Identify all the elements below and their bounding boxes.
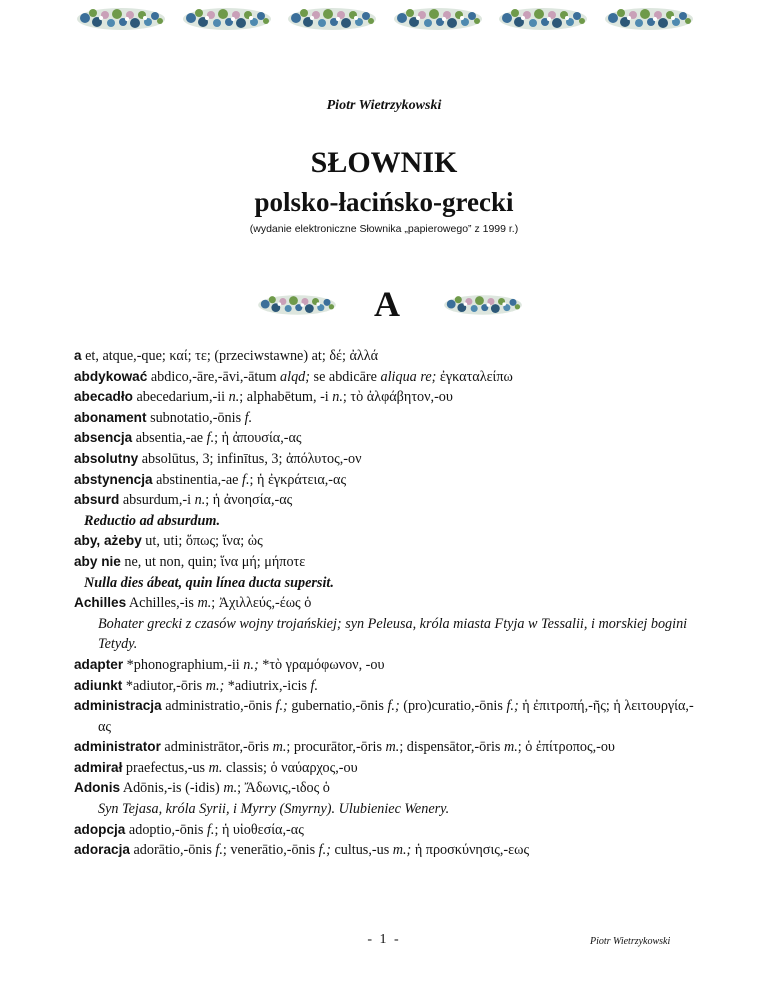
dictionary-entry — [74, 778, 694, 799]
entry-grammar: f. — [206, 430, 215, 447]
headword: admirał — [74, 759, 123, 775]
dictionary-entries — [74, 346, 694, 861]
entry-text: adorātio,-ōnis — [129, 842, 216, 859]
entry-text: *phonographium,-ii — [123, 656, 244, 673]
entry-text: ἡ ἐπιτροπή,-ῆς; ἡ λειτουργία,-ας — [98, 698, 694, 735]
entry-text: Achilles,-is — [126, 595, 198, 612]
headword: abecadło — [74, 389, 133, 405]
entry-text: ; τὸ ἀλφάβητον,-ου — [342, 389, 453, 406]
headword: a — [74, 348, 82, 363]
entry-grammar: f. — [206, 821, 215, 838]
entry-text: Adōnis,-is (-idis) — [120, 780, 224, 797]
entry-text: (pro)curatio,-ōnis — [399, 698, 507, 715]
section-header — [0, 282, 768, 332]
entry-grammar: m. — [272, 739, 287, 756]
entry-grammar: n. — [228, 389, 240, 406]
top-ornament-row — [75, 2, 695, 38]
dictionary-entry — [74, 676, 694, 697]
document-title: SŁOWNIK — [310, 146, 458, 179]
entry-text: administratio,-ōnis — [161, 698, 276, 715]
headword: administracja — [74, 698, 162, 714]
entry-text: ; Ἀχιλλεύς,-έως ὁ — [211, 595, 312, 612]
entry-text: absolūtus, 3; infinītus, 3; ἀπόλυτος,-ον — [138, 450, 362, 467]
dictionary-entry — [74, 367, 694, 388]
dictionary-entry — [74, 552, 694, 573]
entry-grammar: n. — [332, 389, 343, 406]
entry-grammar: f. — [242, 471, 250, 488]
dictionary-entry — [74, 470, 694, 491]
entry-text: ἐγκαταλείπω — [436, 368, 513, 385]
entry-text: classis; ὁ ναύαρχος,-ου — [222, 759, 358, 776]
headword: abdykować — [74, 368, 148, 384]
entry-text: absentia,-ae — [132, 430, 207, 447]
dictionary-entry — [74, 840, 694, 861]
dictionary-entry — [74, 408, 694, 429]
entry-grammar: f.; — [275, 698, 288, 715]
entry-text: ; ἡ ἀπουσία,-ας — [214, 430, 302, 447]
entry-text: ; ἡ ἐγκράτεια,-ας — [249, 471, 347, 488]
entry-text: *τὸ γραμόφωνον, -ου — [258, 656, 385, 673]
entry-text: abstinentia,-ae — [152, 471, 242, 488]
headword: adapter — [74, 656, 124, 672]
floral-ornament-icon — [181, 2, 273, 36]
floral-ornament-icon — [438, 290, 528, 320]
headword: Achilles — [74, 595, 127, 611]
entry-text: *adiutor,-ōris — [122, 677, 206, 694]
dictionary-entry — [74, 593, 694, 614]
headword: absurd — [74, 492, 120, 508]
entry-text: ; alphabētum, -i — [239, 389, 333, 406]
entry-text: ; procurātor,-ōris — [286, 739, 386, 756]
entry-text: cultus,-us — [330, 842, 393, 859]
dictionary-entry — [74, 428, 694, 449]
headword: abonament — [74, 409, 147, 425]
entry-text: se abdicāre — [310, 368, 381, 385]
floral-ornament-icon — [75, 2, 167, 36]
floral-ornament-icon — [392, 2, 484, 36]
entry-grammar: n. — [194, 492, 206, 509]
entry-text: ἡ προσκύνησις,-εως — [411, 842, 530, 859]
dictionary-entry — [74, 531, 694, 552]
entry-text: adoptio,-ōnis — [125, 821, 207, 838]
entry-text: ; ὁ ἐπίτροπος,-ου — [517, 739, 615, 756]
entry-text: ; ἡ υἱοθεσία,-ας — [214, 821, 304, 838]
entry-grammar: m. — [385, 739, 400, 756]
entry-text: ne, ut non, quin; ἵνα μή; μήποτε — [120, 553, 306, 570]
entry-grammar: m.; — [205, 677, 225, 694]
entry-grammar: f. — [244, 409, 253, 426]
entry-text: ; dispensātor,-ōris — [399, 739, 504, 756]
author-name: Piotr Wietrzykowski — [326, 98, 442, 113]
entry-grammar: f. — [310, 677, 319, 694]
floral-ornament-icon — [252, 290, 342, 320]
floral-ornament-icon — [497, 2, 589, 36]
section-letter: A — [374, 284, 400, 324]
entry-text: ; ἡ ἀνοησία,-ας — [205, 492, 293, 509]
entry-grammar: n.; — [243, 656, 259, 673]
entry-text: administrātor,-ōris — [160, 739, 273, 756]
entry-text: ; venerātio,-ōnis — [222, 842, 319, 859]
headword: adiunkt — [74, 677, 123, 693]
dictionary-entry — [74, 346, 694, 367]
entry-text: et, atque,-que; καί; τε; (przeciwstawne) at; δέ; ἀλλά — [81, 348, 379, 364]
entry-text: ; Ἄδωνις,-ιδος ὁ — [237, 780, 330, 797]
headword: absolutny — [74, 450, 139, 466]
dictionary-entry — [74, 820, 694, 841]
footer-author: Piotr Wietrzykowski — [590, 936, 671, 947]
headword: adoracja — [74, 842, 130, 858]
entry-grammar: f.; — [387, 698, 400, 715]
entry-grammar: f.; — [318, 842, 331, 859]
dictionary-entry — [74, 758, 694, 779]
entry-grammar: m. — [197, 595, 212, 612]
entry-grammar: m. — [208, 759, 223, 776]
entry-grammar: aliqua re; — [380, 368, 437, 385]
dictionary-entry — [74, 737, 694, 758]
entry-grammar: m. — [503, 739, 518, 756]
entry-note: Syn Tejasa, króla Syrii, i Myrry (Smyrny). Ulubieniec Wenery. — [98, 801, 450, 818]
floral-ornament-icon — [286, 2, 378, 36]
entry-text: *adiutrix,-icis — [224, 677, 311, 694]
headword: absencja — [74, 430, 133, 446]
entry-text: abecedarium,-ii — [132, 389, 229, 406]
dictionary-entry — [74, 449, 694, 470]
latin-quote: Nulla dies ábeat, quin línea ducta supersit. — [84, 574, 334, 591]
headword: administrator — [74, 739, 161, 755]
page-number: - 1 - — [367, 932, 401, 947]
entry-text: ut, uti; ὅπως; ἵνα; ὡς — [141, 533, 263, 550]
floral-ornament-icon — [603, 2, 695, 36]
dictionary-entry — [74, 490, 694, 511]
entry-text: abdico,-āre,-āvi,-ātum — [147, 368, 281, 385]
entry-note: Bohater grecki z czasów wojny trojańskiej; syn Peleusa, króla miasta Ftyja w Tessalii, i morskiej bogini Tetydy. — [98, 615, 688, 653]
entry-text: subnotatio,-ōnis — [146, 409, 245, 426]
entry-grammar: m. — [223, 780, 238, 797]
dictionary-entry — [74, 387, 694, 408]
headword: abstynencja — [74, 471, 153, 487]
headword: aby, ażeby — [74, 533, 142, 549]
latin-quote: Reductio ad absurdum. — [84, 512, 220, 529]
entry-grammar: f.; — [506, 698, 519, 715]
document-subtitle: polsko-łacińsko-grecki — [254, 187, 514, 217]
entry-grammar: m.; — [392, 842, 412, 859]
entry-text: gubernatio,-ōnis — [287, 698, 388, 715]
dictionary-entry — [74, 696, 694, 737]
edition-note: (wydanie elektroniczne Słownika „papierowego” z 1999 r.) — [249, 223, 519, 235]
entry-text: absurdum,-i — [119, 492, 195, 509]
headword: aby nie — [74, 553, 121, 569]
entry-grammar: alqd; — [280, 368, 310, 385]
headword: adopcja — [74, 821, 126, 837]
entry-text: praefectus,-us — [122, 759, 209, 776]
entry-grammar: f. — [215, 842, 223, 859]
dictionary-entry — [74, 655, 694, 676]
headword: Adonis — [74, 780, 121, 796]
